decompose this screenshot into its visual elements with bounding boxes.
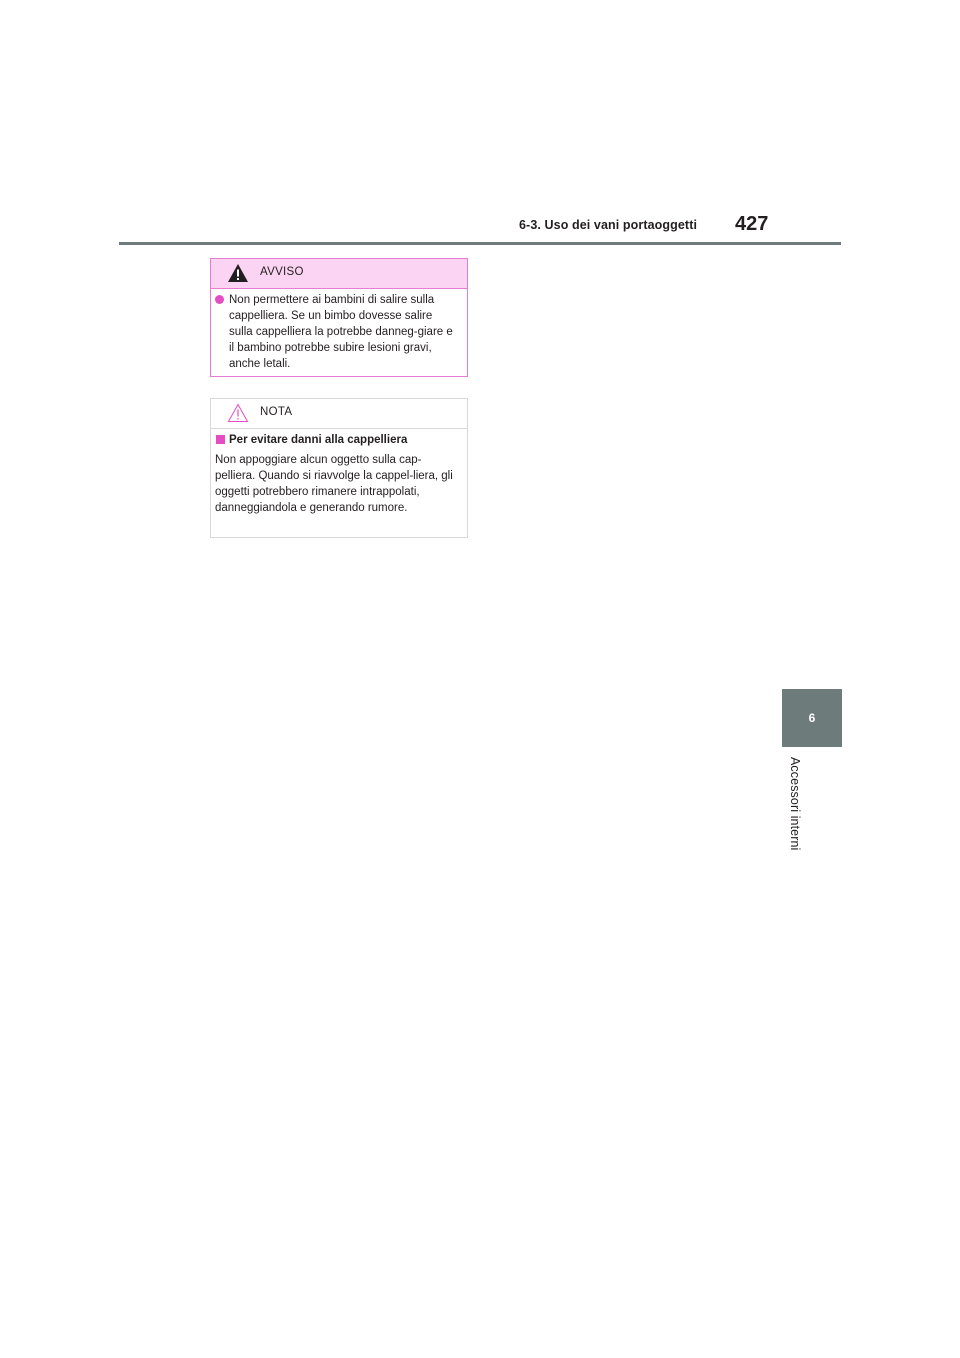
warning-box [210, 258, 468, 377]
caution-triangle-icon [227, 403, 249, 423]
notice-label: NOTA [260, 406, 293, 418]
warning-text: Non permettere ai bambini di salire sulla cappelliera. Se un bimbo dovesse salire sulla cappelliera la potrebbe danneg-giare e il bambino potrebbe subire lesioni gravi, anche letali. [229, 294, 453, 371]
chapter-side-title: Accessori interni [788, 757, 802, 851]
chapter-tab [782, 689, 842, 747]
notice-body [211, 429, 467, 516]
chapter-number: 6 [808, 711, 816, 725]
notice-subtitle: Per evitare danni alla cappelliera [229, 434, 408, 446]
warning-label: AVVISO [260, 266, 304, 278]
round-bullet-icon [215, 295, 224, 304]
warning-triangle-icon [227, 263, 249, 283]
notice-text: Non appoggiare alcun oggetto sulla cap-pelliera. Quando si riavvolge la cappel-liera, gli oggetti potrebbero rimanere intrappolati, danneggiandola e generando rumore. [215, 454, 453, 515]
notice-box [210, 398, 468, 538]
section-title: 6-3. Uso dei vani portaoggetti [519, 218, 698, 232]
header-rule [119, 242, 841, 245]
warning-header [211, 259, 467, 289]
notice-header [211, 399, 467, 429]
notice-subtitle-row [215, 432, 459, 448]
warning-body [211, 289, 467, 372]
square-bullet-icon [216, 435, 225, 444]
page-number: 427 [735, 213, 769, 235]
